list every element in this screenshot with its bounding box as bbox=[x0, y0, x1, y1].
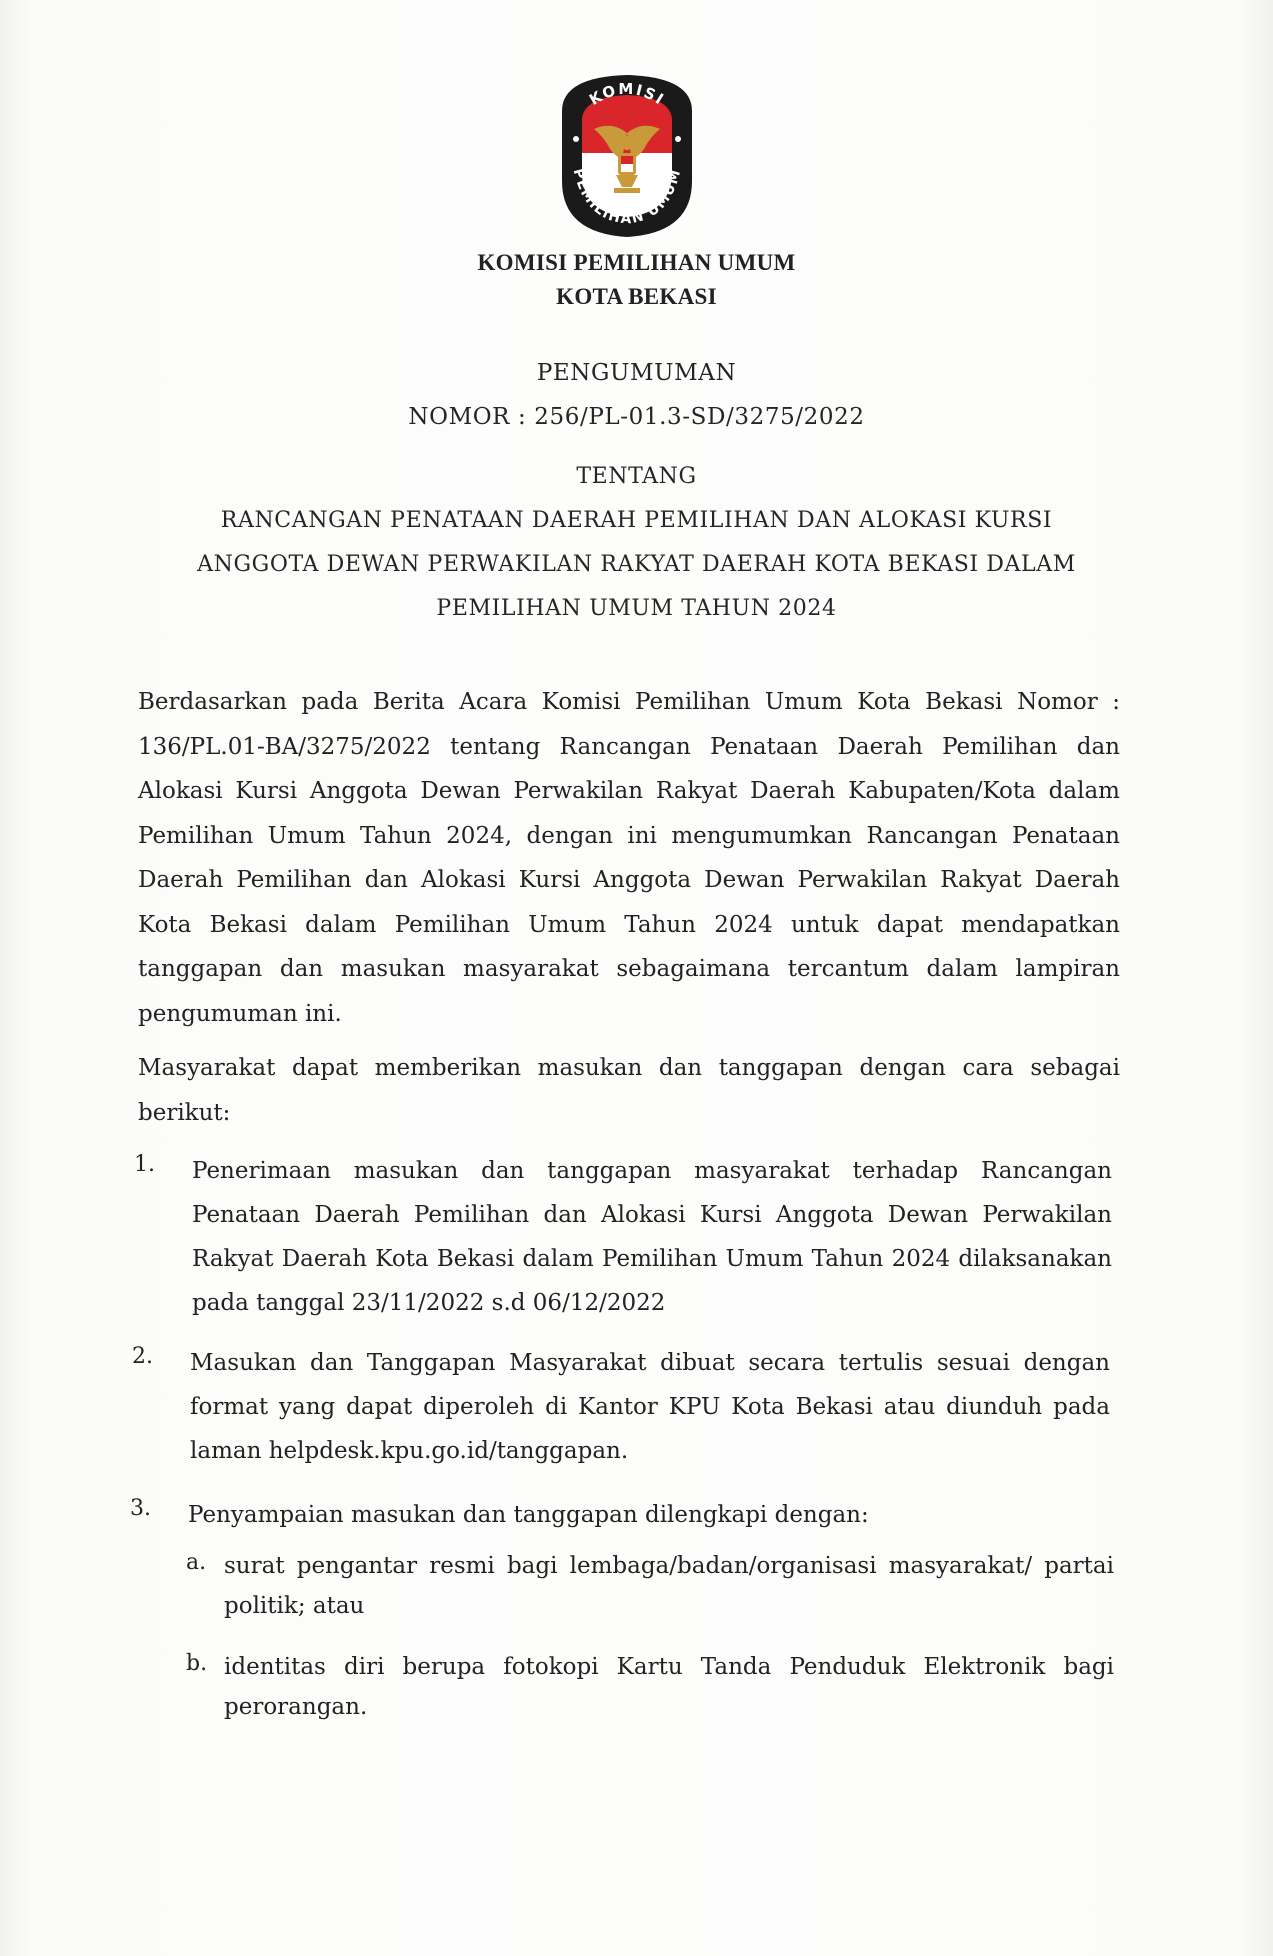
list-item-text: Penyampaian masukan dan tanggapan dilengkapi dengan: bbox=[188, 1502, 869, 1528]
logo-text-bottom: PEMILIHAN UMUM bbox=[569, 166, 685, 228]
sub-item-text: surat pengantar resmi bagi lembaga/badan/organisasi masyarakat/ partai politik; atau bbox=[224, 1553, 1114, 1619]
doc-number: NOMOR : 256/PL-01.3-SD/3275/2022 bbox=[408, 404, 865, 430]
subject-line-2: ANGGOTA DEWAN PERWAKILAN RAKYAT DAERAH KOTA BEKASI DALAM bbox=[197, 552, 1076, 577]
subject-line-1: RANCANGAN PENATAAN DAERAH PEMILIHAN DAN ALOKASI KURSI bbox=[220, 508, 1053, 533]
list-item-number: 3. bbox=[130, 1496, 151, 1521]
org-name: KOMISI PEMILIHAN UMUM bbox=[477, 250, 796, 275]
sub-item-text: identitas diri berupa fotokopi Kartu Tanda Penduduk Elektronik bagi perorangan. bbox=[224, 1654, 1114, 1720]
list-item-number: 2. bbox=[132, 1344, 153, 1369]
doc-type: PENGUMUMAN bbox=[536, 360, 737, 386]
org-city: KOTA BEKASI bbox=[556, 284, 717, 309]
about-label: TENTANG bbox=[576, 464, 697, 489]
intro-paragraph: Berdasarkan pada Berita Acara Komisi Pemilihan Umum Kota Bekasi Nomor : 136/PL.01-BA/3275/2022 tentang Rancangan Penataan Daerah Pemilihan dan Alokasi Kursi Anggota Dewan Perwakilan Rakyat Daerah Kabupaten/Kota dalam Pemilihan Umum Tahun 2024, dengan ini mengumumkan Rancangan Penataan Daerah Pemilihan dan Alokasi Kursi Anggota Dewan Perwakilan Rakyat Daerah Kota Bekasi dalam Pemilihan Umum Tahun 2024 untuk dapat mendapatkan tanggapan dan masukan masyarakat sebagaimana tercantum dalam lampiran pengumuman ini. bbox=[138, 689, 1120, 1027]
sub-item-label: a. bbox=[186, 1550, 207, 1575]
subject-line-3: PEMILIHAN UMUM TAHUN 2024 bbox=[436, 596, 837, 621]
list-item-number: 1. bbox=[134, 1152, 155, 1177]
lead-paragraph: Masyarakat dapat memberikan masukan dan tanggapan dengan cara sebagai berikut: bbox=[138, 1055, 1120, 1126]
list-item-text: Masukan dan Tanggapan Masyarakat dibuat secara tertulis sesuai dengan format yang dapat diperoleh di Kantor KPU Kota Bekasi atau diunduh pada laman helpdesk.kpu.go.id/tanggapan. bbox=[190, 1350, 1110, 1464]
kpu-emblem-logo bbox=[552, 71, 702, 241]
list-item-text: Penerimaan masukan dan tanggapan masyarakat terhadap Rancangan Penataan Daerah Pemilihan dan Alokasi Kursi Anggota Dewan Perwakilan Rakyat Daerah Kota Bekasi dalam Pemilihan Umum Tahun 2024 dilaksanakan pada tanggal 23/11/2022 s.d 06/12/2022 bbox=[192, 1158, 1112, 1316]
logo-text-top: KOMISI bbox=[586, 79, 669, 110]
sub-item-label: b. bbox=[186, 1651, 208, 1676]
